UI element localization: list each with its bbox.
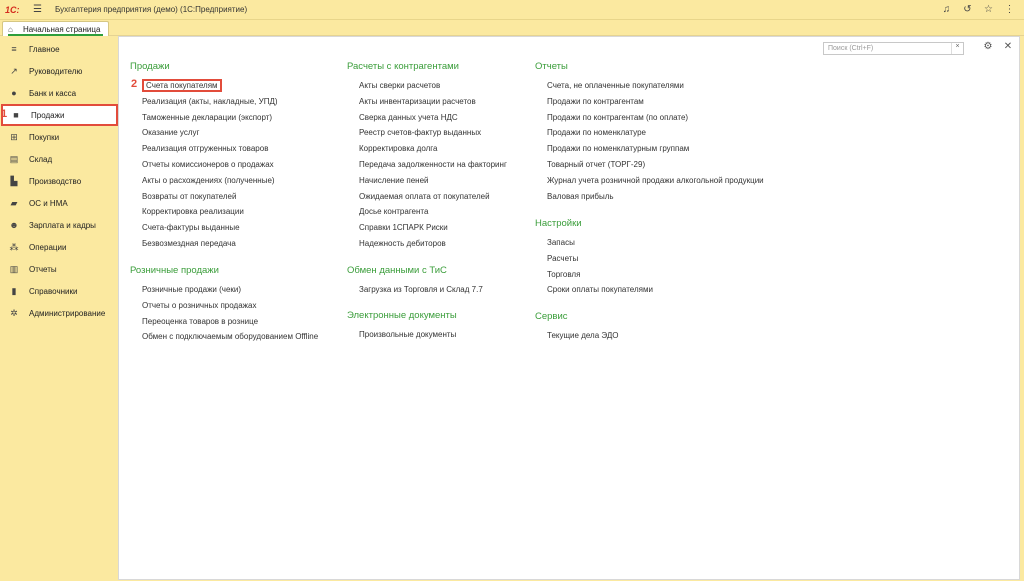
nav-link[interactable]: Начисление пеней xyxy=(359,175,429,185)
main-menu-icon[interactable]: ☰ xyxy=(33,4,42,15)
nav-link[interactable]: Произвольные документы xyxy=(359,330,457,339)
nav-link[interactable]: Розничные продажи (чеки) xyxy=(142,285,242,294)
nav-link[interactable]: Акты сверки расчетов xyxy=(359,81,441,90)
nav-link[interactable]: Переоценка товаров в рознице xyxy=(142,316,259,326)
sidebar-item[interactable] xyxy=(0,214,118,236)
sidebar-item[interactable] xyxy=(0,126,118,148)
app-title: Бухгалтерия предприятия (демо) (1С:Предприятие) xyxy=(55,5,248,14)
nav-link[interactable]: Реестр счетов-фактур выданных xyxy=(359,128,482,138)
nav-link[interactable]: Надежность дебиторов xyxy=(359,239,446,248)
title-actions xyxy=(940,3,1016,16)
nav-link[interactable]: Таможенные декларации (экспорт) xyxy=(142,112,273,122)
nav-link[interactable]: Сроки оплаты покупателями xyxy=(547,285,653,295)
nav-link[interactable]: Корректировка реализации xyxy=(142,207,244,217)
title-bar xyxy=(0,0,1024,20)
sidebar-item-label: Администрирование xyxy=(29,308,106,318)
sidebar-item-label: Производство xyxy=(29,176,82,186)
sidebar-item[interactable] xyxy=(0,82,118,104)
sidebar xyxy=(0,36,118,581)
gear-icon: ✲ xyxy=(10,308,18,318)
link-highlighted[interactable]: Счета покупателям xyxy=(142,79,222,92)
sidebar-item[interactable] xyxy=(0,148,118,170)
nav-link[interactable]: Возвраты от покупателей xyxy=(142,191,237,201)
tab-home[interactable] xyxy=(2,21,109,36)
truck-icon: ▰ xyxy=(10,198,18,208)
nav-link[interactable]: Сверка данных учета НДС xyxy=(359,112,458,122)
nav-link[interactable]: Безвозмездная передача xyxy=(142,239,236,248)
more-icon[interactable]: ⋮ xyxy=(1004,4,1015,15)
section-title: Расчеты с контрагентами xyxy=(347,61,459,72)
sidebar-item[interactable] xyxy=(0,170,118,192)
trend-icon: ↗ xyxy=(10,66,18,76)
sidebar-item-label: Справочники xyxy=(29,286,78,296)
tab-bar xyxy=(0,20,1024,36)
book-icon: ▮ xyxy=(11,286,17,296)
nav-link[interactable]: Акты инвентаризации расчетов xyxy=(359,96,476,106)
list-icon: ≡ xyxy=(11,44,17,54)
cart-icon: ⊞ xyxy=(10,132,18,142)
history-icon[interactable]: ↺ xyxy=(963,4,972,15)
sidebar-item[interactable] xyxy=(0,192,118,214)
step-marker-2: 2 xyxy=(131,78,138,90)
factory-icon: ▙ xyxy=(10,176,18,186)
section-title: Сервис xyxy=(535,311,568,322)
search-placeholder: Поиск (Ctrl+F) xyxy=(828,45,874,52)
sidebar-item[interactable] xyxy=(0,38,118,60)
nav-link[interactable]: Отчеты комиссионеров о продажах xyxy=(142,160,274,169)
sidebar-item[interactable] xyxy=(0,258,118,280)
sidebar-item-label: Руководителю xyxy=(29,66,83,76)
coin-icon: ● xyxy=(11,88,17,98)
nav-link[interactable]: Текущие дела ЭДО xyxy=(547,331,619,340)
nav-link[interactable]: Счета, не оплаченные покупателями xyxy=(547,81,684,90)
nav-link[interactable]: Валовая прибыль xyxy=(547,191,614,201)
sidebar-item[interactable] xyxy=(0,302,118,324)
sidebar-item-label: ОС и НМА xyxy=(29,198,68,208)
clear-search-button[interactable]: × xyxy=(951,43,963,54)
nav-link[interactable]: Продажи по контрагентам xyxy=(547,96,644,106)
step-marker-1: 1 xyxy=(1,108,8,120)
nav-link[interactable]: Продажи по номенклатуре xyxy=(547,128,646,138)
bag-icon: ■ xyxy=(13,110,19,120)
section-title: Продажи xyxy=(130,61,170,72)
nav-link[interactable]: Запасы xyxy=(547,238,575,247)
close-icon[interactable]: ✕ xyxy=(1003,41,1013,52)
sidebar-item-label: Банк и касса xyxy=(29,88,77,98)
sidebar-item[interactable] xyxy=(1,104,118,126)
sidebar-item-label: Отчеты xyxy=(29,264,57,274)
section-title: Розничные продажи xyxy=(130,265,219,276)
section-title: Отчеты xyxy=(535,61,568,72)
panel-actions xyxy=(982,41,1014,53)
nav-link[interactable]: Продажи по контрагентам (по оплате) xyxy=(547,112,689,122)
nav-link[interactable]: Досье контрагента xyxy=(359,207,429,217)
nav-link[interactable]: Акты о расхождениях (полученные) xyxy=(142,175,275,185)
nav-link[interactable]: Отчеты о розничных продажах xyxy=(142,300,257,310)
star-icon[interactable]: ☆ xyxy=(984,4,993,15)
main-panel xyxy=(118,36,1020,580)
nav-link[interactable]: Реализация (акты, накладные, УПД) xyxy=(142,96,278,106)
sidebar-item[interactable] xyxy=(0,280,118,302)
app-logo: 1С: xyxy=(5,4,20,15)
nav-link[interactable]: Товарный отчет (ТОРГ-29) xyxy=(547,160,646,169)
sidebar-item[interactable] xyxy=(0,60,118,82)
nav-link[interactable]: Счета-фактуры выданные xyxy=(142,223,240,233)
settings-icon[interactable]: ⚙ xyxy=(983,41,993,52)
sidebar-item-label: Зарплата и кадры xyxy=(29,220,96,230)
sidebar-item-label: Склад xyxy=(29,154,53,164)
section-title: Настройки xyxy=(535,218,582,229)
people-icon: ☻ xyxy=(9,220,19,230)
nav-link[interactable]: Справки 1СПАРК Риски xyxy=(359,223,448,233)
bell-icon[interactable]: ♫ xyxy=(942,4,951,15)
nav-link[interactable]: Корректировка долга xyxy=(359,144,438,154)
search-input[interactable] xyxy=(823,42,964,55)
sidebar-item-label: Операции xyxy=(29,242,67,252)
nav-link[interactable]: Продажи по номенклатурным группам xyxy=(547,144,690,154)
nav-link[interactable]: Оказание услуг xyxy=(142,128,200,138)
nav-link[interactable]: Торговля xyxy=(547,269,581,279)
home-icon: ⌂ xyxy=(8,25,13,34)
nav-link[interactable]: Передача задолженности на факторинг xyxy=(359,160,507,169)
operations-icon: ⁂ xyxy=(9,242,19,252)
nav-link[interactable]: Загрузка из Торговля и Склад 7.7 xyxy=(359,285,483,294)
nav-link[interactable]: Обмен с подключаемым оборудованием Offline xyxy=(142,332,319,342)
sidebar-item-label: Главное xyxy=(29,44,60,54)
nav-link[interactable]: Ожидаемая оплата от покупателей xyxy=(359,191,490,201)
sidebar-item[interactable] xyxy=(0,236,118,258)
bar-chart-icon: ▥ xyxy=(9,264,19,274)
nav-link[interactable]: Реализация отгруженных товаров xyxy=(142,144,269,154)
sidebar-item-label: Покупки xyxy=(29,132,60,142)
nav-link[interactable]: Журнал учета розничной продажи алкогольной продукции xyxy=(547,175,764,185)
warehouse-icon: ▤ xyxy=(9,154,19,164)
sidebar-item-label: Продажи xyxy=(31,110,65,120)
section-title: Электронные документы xyxy=(347,310,457,321)
section-title: Обмен данными с ТиС xyxy=(347,265,447,276)
nav-link[interactable]: Расчеты xyxy=(547,253,579,263)
tab-label: Начальная страница xyxy=(23,24,101,34)
